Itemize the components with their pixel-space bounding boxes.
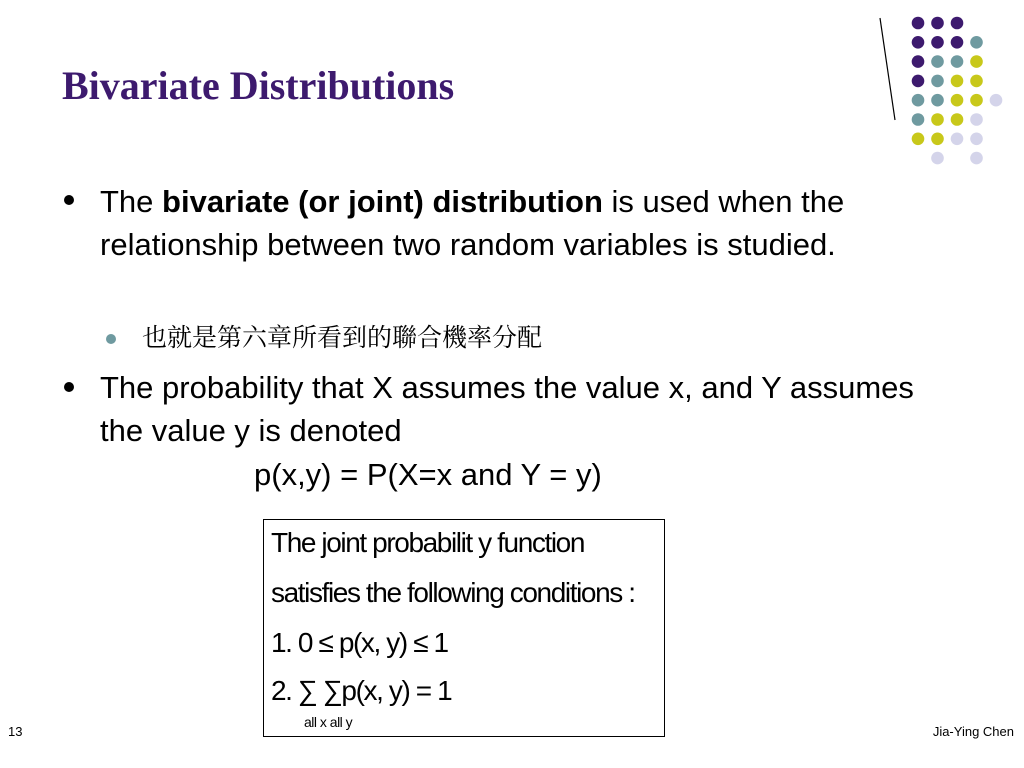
decorative-dot bbox=[970, 55, 983, 68]
decorative-dot bbox=[970, 94, 983, 107]
decorative-dot bbox=[951, 36, 964, 49]
decorative-dot bbox=[951, 133, 964, 146]
slide-title: Bivariate Distributions bbox=[62, 63, 455, 108]
decorative-dot bbox=[970, 36, 983, 49]
decorative-dot bbox=[912, 113, 925, 126]
decorative-dot bbox=[931, 113, 944, 126]
decorative-dot bbox=[931, 152, 944, 165]
decorative-dot bbox=[951, 113, 964, 126]
decorative-dot bbox=[951, 17, 964, 30]
decorative-dot bbox=[912, 75, 925, 88]
summation-subscript: all x all y bbox=[304, 714, 353, 730]
bullet-bivariate-definition bbox=[100, 180, 950, 266]
decorative-dot bbox=[931, 133, 944, 146]
conditions-line-1: The joint probabilit y function bbox=[271, 527, 585, 558]
bullet-probability-definition: The probability that X assumes the value x, and Y assumes the value y is denoted bbox=[100, 370, 914, 448]
sub-bullet-marker bbox=[106, 334, 116, 344]
decorative-dot bbox=[951, 94, 964, 107]
bullet-marker bbox=[64, 382, 74, 392]
decorative-dot bbox=[912, 94, 925, 107]
decorative-dot bbox=[912, 55, 925, 68]
decorative-dot bbox=[931, 94, 944, 107]
decorative-dot bbox=[970, 113, 983, 126]
joint-probability-conditions-box bbox=[263, 519, 665, 737]
decorative-dot bbox=[931, 55, 944, 68]
decorative-dot bbox=[970, 152, 983, 165]
decorative-dot bbox=[970, 133, 983, 146]
decorative-dot bbox=[912, 36, 925, 49]
conditions-line-2: satisfies the following conditions : bbox=[271, 577, 635, 608]
page-number: 13 bbox=[8, 724, 23, 739]
sub-bullet-chinese-note: 也就是第六章所看到的聯合機率分配 bbox=[142, 323, 543, 352]
decorative-dot bbox=[912, 17, 925, 30]
bullet-marker bbox=[64, 195, 74, 205]
decorative-dot bbox=[931, 17, 944, 30]
decorative-dot bbox=[931, 75, 944, 88]
bullet-text-prefix: The bbox=[100, 184, 163, 219]
decorative-dot bbox=[931, 36, 944, 49]
bullet-text-suffix: is used when the relationship between two random variables is studied. bbox=[100, 184, 845, 262]
joint-probability-formula: p(x,y) = P(X=x and Y = y) bbox=[254, 457, 602, 492]
condition-2: 2. ∑ ∑p(x, y) = 1 bbox=[271, 675, 452, 706]
author-name: Jia-Ying Chen bbox=[932, 724, 1014, 739]
bullet-text-bold-term: bivariate (or joint) distribution bbox=[162, 184, 603, 219]
condition-1: 1. 0 ≤ p(x, y) ≤ 1 bbox=[271, 627, 448, 658]
decorative-dot bbox=[951, 75, 964, 88]
decorative-dot bbox=[951, 55, 964, 68]
decorative-dot bbox=[990, 94, 1003, 107]
decorative-dot bbox=[912, 133, 925, 146]
decorative-dot bbox=[970, 75, 983, 88]
